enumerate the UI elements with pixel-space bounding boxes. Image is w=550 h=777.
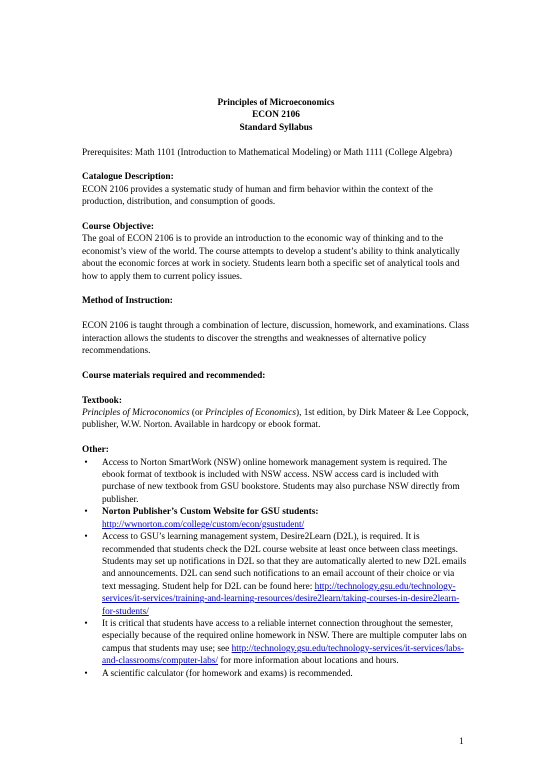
list-item: • A scientific calculator (for homework and exams) is recommended. [82,668,470,680]
materials-section [82,370,470,382]
course-name: Principles of Microeconomics [217,98,335,108]
other-heading: Other: [82,445,109,456]
textbook-section [82,395,470,432]
catalogue-text: ECON 2106 provides a systematic study of human and firm behavior within the context of the production, distribution, and consumption of goods. [82,184,433,208]
list-item [82,506,470,531]
computer-labs-link[interactable]: http://technology.gsu.edu/technology-services/it-services/labs-and-classrooms/computer-labs/ [102,643,464,667]
course-code: ECON 2106 [252,110,300,121]
bullet-icon: • [84,507,88,518]
objective-section [82,221,470,283]
bullet-icon: • [84,457,88,468]
catalogue-heading: Catalogue Description: [82,172,174,183]
other-list [82,457,470,680]
list-item: • Access to Norton SmartWork (NSW) online homework management system is required. The ebook format of textbook is included with NSW access. NSW access card is included with purchase of new textbook from GSU bookstore. Students may also purchase NSW directly from publisher. [82,457,470,507]
document-title [82,97,470,134]
method-heading: Method of Instruction: [82,296,173,307]
bullet-icon: • [84,618,88,629]
objective-heading: Course Objective: [82,222,155,233]
catalogue-section [82,171,470,208]
norton-website-label: Norton Publisher’s Custom Website for GSU students: [102,507,319,518]
page-number: 1 [459,737,464,747]
syllabus-page [82,97,470,680]
objective-text: The goal of ECON 2106 is to provide an introduction to the economic way of thinking and to the economist’s view of the world. The course attempts to develop a student’s ability to think analytically about the economic forces at work in society. Students learn both a specific set of analytical tools and how to apply them to current policy issues. [82,234,460,282]
method-section [82,295,470,357]
textbook-heading: Textbook: [82,395,122,406]
norton-website-link[interactable]: http://wwnorton.com/college/custom/econ/gsustudent/ [102,519,305,530]
bullet-icon: • [84,532,88,543]
d2l-help-link[interactable]: http://technology.gsu.edu/technology-services/it-services/training-and-learning-resources/desire2learn/taking-courses-in-desire2learn-for-students/ [102,581,460,617]
textbook-alt-title: Principles of Economics [205,408,296,419]
document-type: Standard Syllabus [239,122,313,133]
list-item: • Access to GSU’s learning management system, Desire2Learn (D2L), is required. It is recommended that students check the D2L course website at least once between class meetings. Students may set up notifications in D2L so that they are automatically alerted to new D2L emails and announcements. D2L can send such notifications to an email account of their choice or via text messaging. Student help for D2L can be found here: http://technology.gsu.edu/technology-services/it-services/training-and-learning-resources/desire2learn/taking-courses-in-desire2learn-for-students/ [82,531,470,618]
materials-heading: Course materials required and recommended: [82,370,266,381]
list-item: • It is critical that students have access to a reliable internet connection throughout the semester, especially because of the required online homework in NSW. There are multiple computer labs on campus that students may use; see http://technology.gsu.edu/technology-services/it-services/labs-and-classrooms/computer-labs/ for more information about locations and hours. [82,618,470,668]
other-section [82,444,470,680]
textbook-text: Principles of Microconomics (or Principles of Economics), 1st edition, by Dirk Mateer & Lee Coppock, publisher, W.W. Norton. Available in hardcopy or ebook format. [82,408,469,431]
prerequisites: Prerequisites: Math 1101 (Introduction to Mathematical Modeling) or Math 1111 (College Algebra) [82,147,453,158]
bullet-icon: • [84,668,88,679]
method-text: ECON 2106 is taught through a combination of lecture, discussion, homework, and examinations. Class interaction allows the students to discover the strengths and weaknesses of alternative policy recommendations. [82,321,470,357]
textbook-title: Principles of Microconomics [82,408,190,419]
